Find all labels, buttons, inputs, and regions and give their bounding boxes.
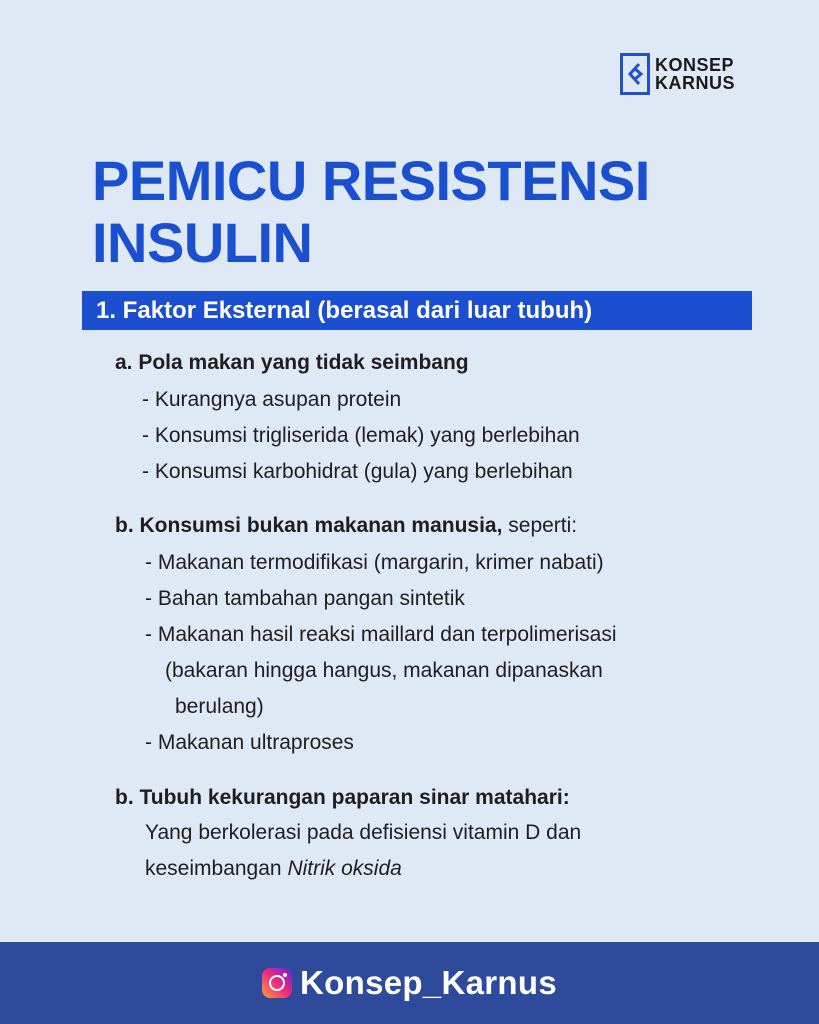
title-line-2: INSULIN xyxy=(92,211,313,274)
section-header xyxy=(82,291,752,330)
brand-line-1: KONSEP xyxy=(655,55,735,75)
heading-b1-suffix: seperti: xyxy=(502,514,578,537)
heading-b1-bold: b. Konsumsi bukan makanan manusia, xyxy=(115,514,503,537)
list-item: - Makanan ultraproses xyxy=(145,731,354,754)
section-label: 1. Faktor Eksternal (berasal dari luar tubuh) xyxy=(96,296,593,324)
logo-mark-icon xyxy=(620,53,650,95)
list-item: - Konsumsi trigliserida (lemak) yang berlebihan xyxy=(142,424,580,447)
heading-a: a. Pola makan yang tidak seimbang xyxy=(115,351,469,374)
brand-logo xyxy=(620,53,735,95)
body-line-prefix: keseimbangan xyxy=(145,857,288,880)
list-item: - Makanan hasil reaksi maillard dan terpolimerisasi xyxy=(145,623,617,646)
body-line: Yang berkolerasi pada defisiensi vitamin D dan xyxy=(145,821,582,844)
heading-b1 xyxy=(115,514,577,538)
italic-term: Nitrik oksida xyxy=(287,857,402,880)
list-item: - Bahan tambahan pangan sintetik xyxy=(145,587,465,610)
list-item: - Kurangnya asupan protein xyxy=(142,388,402,411)
list-item: - Makanan termodifikasi (margarin, krimer nabati) xyxy=(145,551,604,574)
heading-b2: b. Tubuh kekurangan paparan sinar matahari: xyxy=(115,786,570,809)
body-line xyxy=(145,857,402,881)
list-item: - Konsumsi karbohidrat (gula) yang berlebihan xyxy=(142,460,573,483)
page-title xyxy=(92,150,650,274)
footer-bar xyxy=(0,942,819,1024)
list-item-continuation: (bakaran hingga hangus, makanan dipanaskan xyxy=(165,659,603,682)
title-line-1: PEMICU RESISTENSI xyxy=(92,149,650,212)
instagram-handle[interactable]: Konsep_Karnus xyxy=(300,964,557,1001)
list-item-continuation: berulang) xyxy=(175,695,264,718)
brand-line-2: KARNUS xyxy=(655,73,736,93)
instagram-icon xyxy=(262,968,292,998)
